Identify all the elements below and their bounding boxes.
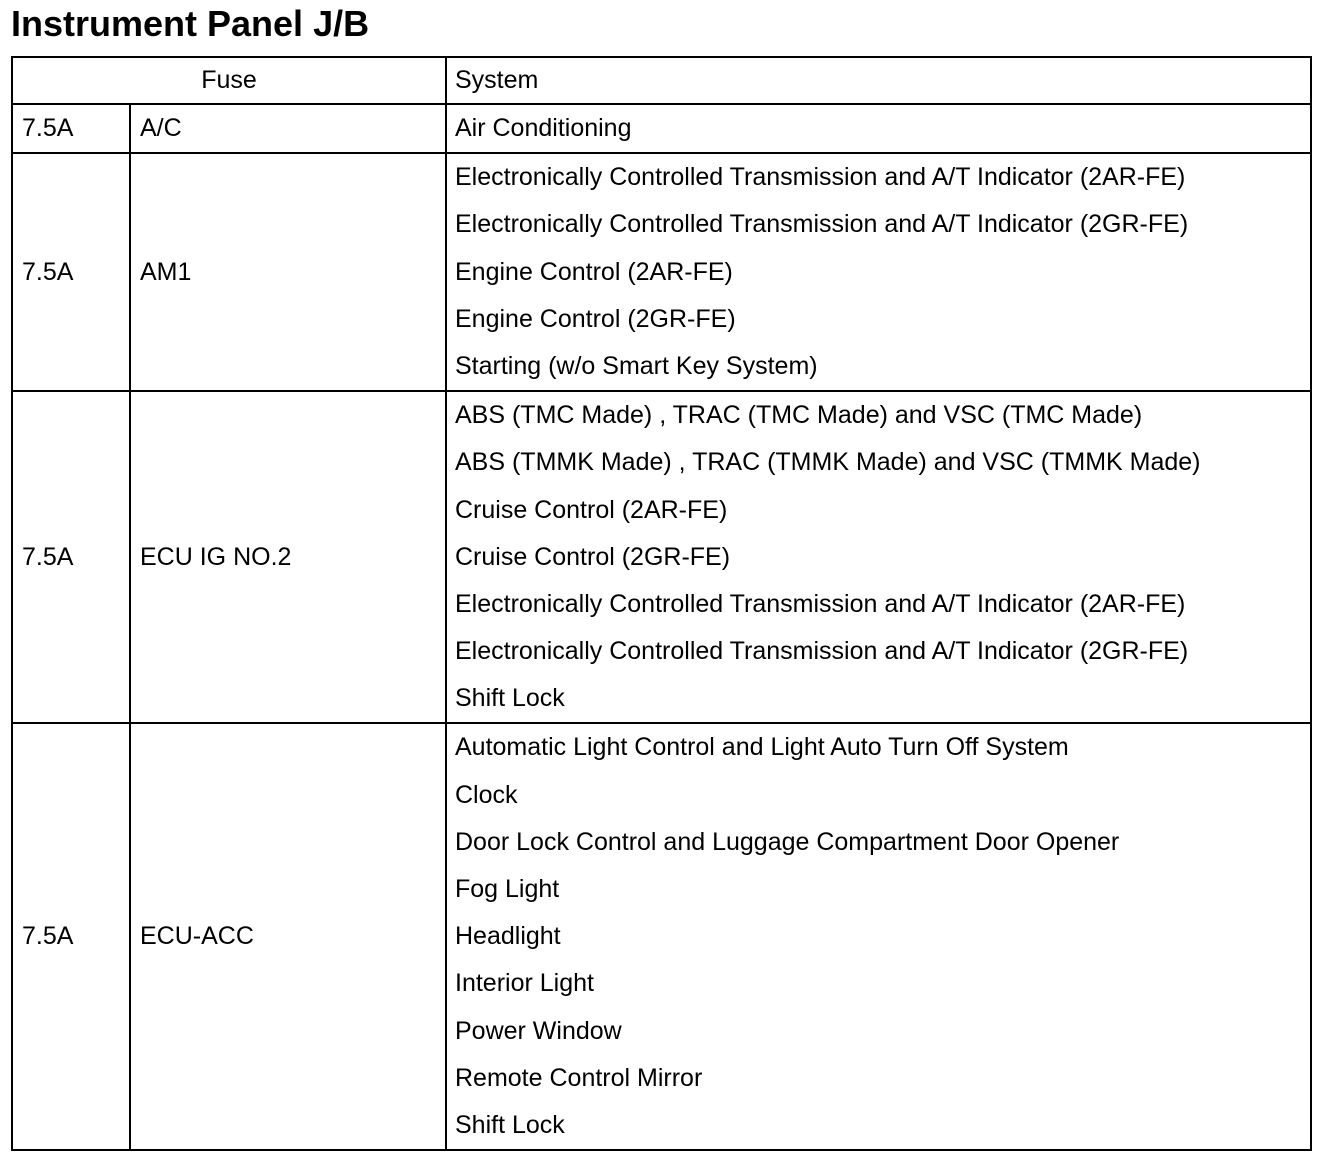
table-row [12,104,1311,153]
fuse-amperage: 7.5A [12,723,130,1150]
system-item: Air Conditioning [455,114,632,142]
system-item: Electronically Controlled Transmission and A/T Indicator (2GR-FE) [455,210,1189,239]
system-item: Shift Lock [455,1110,565,1139]
fuse-name: ECU-ACC [130,723,446,1150]
header-system: System [446,57,1311,104]
table-row [12,723,1311,1150]
fuse-table [11,56,1312,1151]
system-item: Interior Light [455,969,594,998]
system-list [446,104,1311,153]
system-item: Engine Control (2GR-FE) [455,304,736,333]
system-list [446,391,1311,723]
fuse-name: A/C [130,104,446,153]
header-fuse: Fuse [12,57,446,104]
fuse-name: ECU IG NO.2 [130,391,446,723]
system-item: ABS (TMC Made) , TRAC (TMC Made) and VSC (TMC Made) [455,401,1143,430]
system-list [446,153,1311,391]
system-item: Electronically Controlled Transmission and A/T Indicator (2AR-FE) [455,589,1186,618]
system-item: Clock [455,780,518,809]
fuse-amperage: 7.5A [12,153,130,391]
system-item: Power Window [455,1016,622,1045]
system-item: Electronically Controlled Transmission and A/T Indicator (2GR-FE) [455,637,1189,666]
system-item: Electronically Controlled Transmission and A/T Indicator (2AR-FE) [455,163,1186,192]
table-row [12,153,1311,391]
system-item: Starting (w/o Smart Key System) [455,351,818,380]
page-title: Instrument Panel J/B [11,3,370,44]
system-item: Remote Control Mirror [455,1063,703,1092]
system-list [446,723,1311,1150]
fuse-amperage: 7.5A [12,391,130,723]
system-item: Shift Lock [455,684,565,713]
system-item: Headlight [455,922,561,951]
system-item: Automatic Light Control and Light Auto Turn Off System [455,733,1069,762]
system-item: Cruise Control (2GR-FE) [455,542,731,571]
system-item: Cruise Control (2AR-FE) [455,495,728,524]
system-item: Fog Light [455,875,560,903]
table-row [12,391,1311,723]
system-item: Door Lock Control and Luggage Compartment Door Opener [455,827,1120,856]
table-header-row [12,57,1311,104]
system-item: Engine Control (2AR-FE) [455,257,733,286]
system-item: ABS (TMMK Made) , TRAC (TMMK Made) and VSC (TMMK Made) [455,448,1201,477]
fuse-name: AM1 [130,153,446,391]
fuse-amperage: 7.5A [12,104,130,153]
